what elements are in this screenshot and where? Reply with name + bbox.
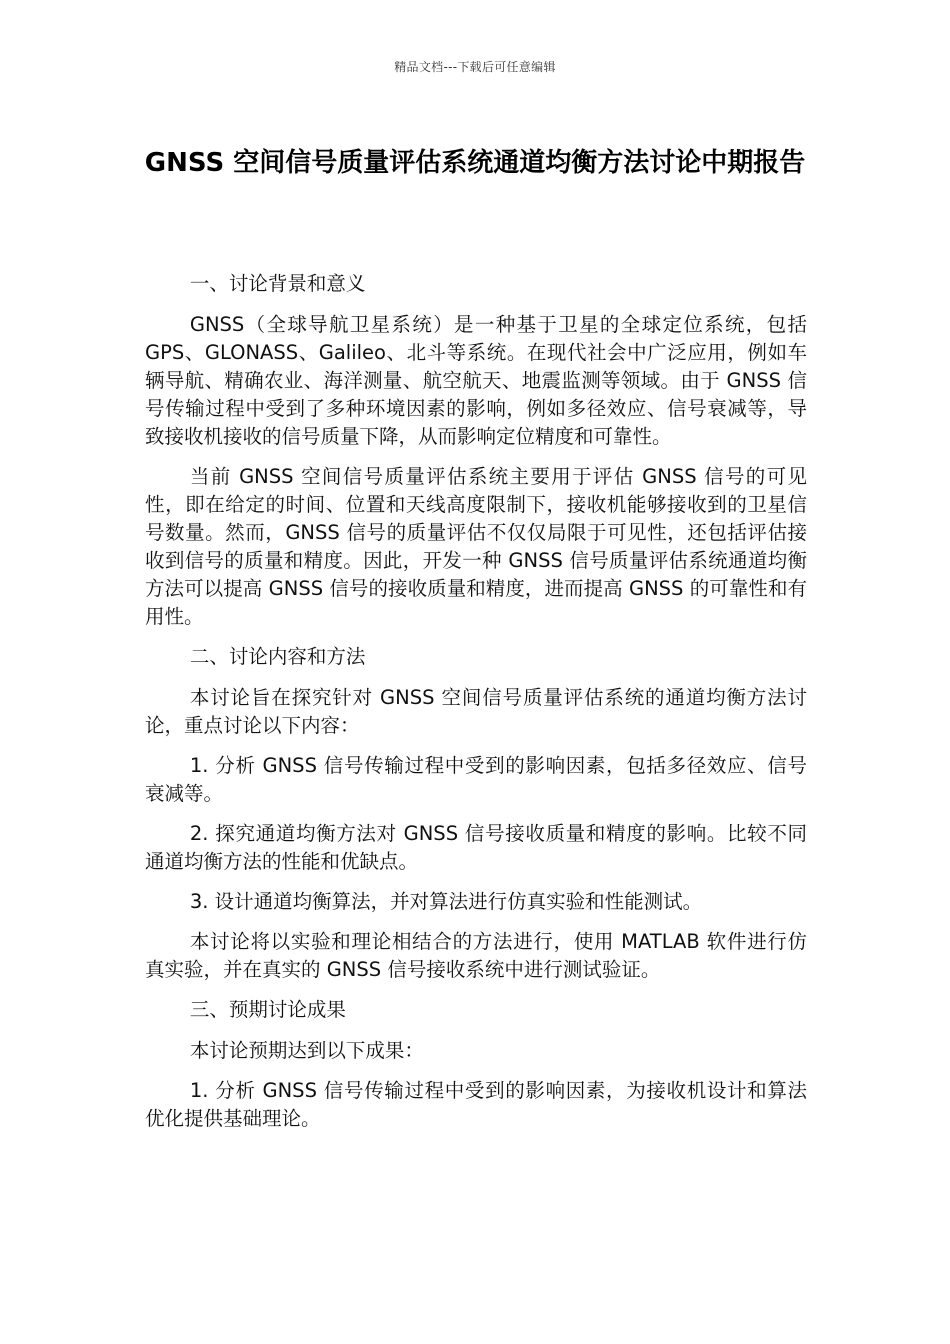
section-heading-content-method: 二、讨论内容和方法 xyxy=(189,645,366,668)
list-item-1: 1. 分析 GNSS 信号传输过程中受到的影响因素，包括多径效应、信号衰减等。 xyxy=(145,754,807,805)
header-note: 精品文档---下载后可任意编辑 xyxy=(394,60,556,74)
list-item-3: 3. 设计通道均衡算法，并对算法进行仿真实验和性能测试。 xyxy=(189,890,703,913)
section-heading-background: 一、讨论背景和意义 xyxy=(189,272,366,295)
paragraph-research-aim: 本讨论旨在探究针对 GNSS 空间信号质量评估系统的通道均衡方法讨论，重点讨论以下内容： xyxy=(145,686,807,737)
result-item-1: 1. 分析 GNSS 信号传输过程中受到的影响因素，为接收机设计和算法优化提供基础理论。 xyxy=(145,1079,807,1130)
list-item-2: 2. 探究通道均衡方法对 GNSS 信号接收质量和精度的影响。比较不同通道均衡方法的性能和优缺点。 xyxy=(145,822,807,873)
paragraph-method: 本讨论将以实验和理论相结合的方法进行，使用 MATLAB 软件进行仿真实验，并在真实的 GNSS 信号接收系统中进行测试验证。 xyxy=(145,930,807,981)
paragraph-gnss-intro: GNSS（全球导航卫星系统）是一种基于卫星的全球定位系统，包括 GPS、GLONASS、Galileo、北斗等系统。在现代社会中广泛应用，例如车辆导航、精确农业、海洋测量、航空航天、地震监测等领域。由于 GNSS 信号传输过程中受到了多种环境因素的影响，例如多径效应、信号衰减等，导致接收机接收的信号质量下降，从而影响定位精度和可靠性。 xyxy=(145,313,807,448)
document-title: GNSS 空间信号质量评估系统通道均衡方法讨论中期报告 xyxy=(144,148,806,178)
paragraph-expected-intro: 本讨论预期达到以下成果： xyxy=(189,1039,424,1062)
document-body xyxy=(145,270,807,1145)
section-heading-expected-results: 三、预期讨论成果 xyxy=(189,998,346,1021)
paragraph-current-system: 当前 GNSS 空间信号质量评估系统主要用于评估 GNSS 信号的可见性，即在给定的时间、位置和天线高度限制下，接收机能够接收到的卫星信号数量。然而，GNSS 信号的质量评估不仅仅局限于可见性，还包括评估接收到信号的质量和精度。因此，开发一种 GNSS 信号质量评估系统通道均衡方法可以提高 GNSS 信号的接收质量和精度，进而提高 GNSS 的可靠性和有用性。 xyxy=(145,465,807,628)
